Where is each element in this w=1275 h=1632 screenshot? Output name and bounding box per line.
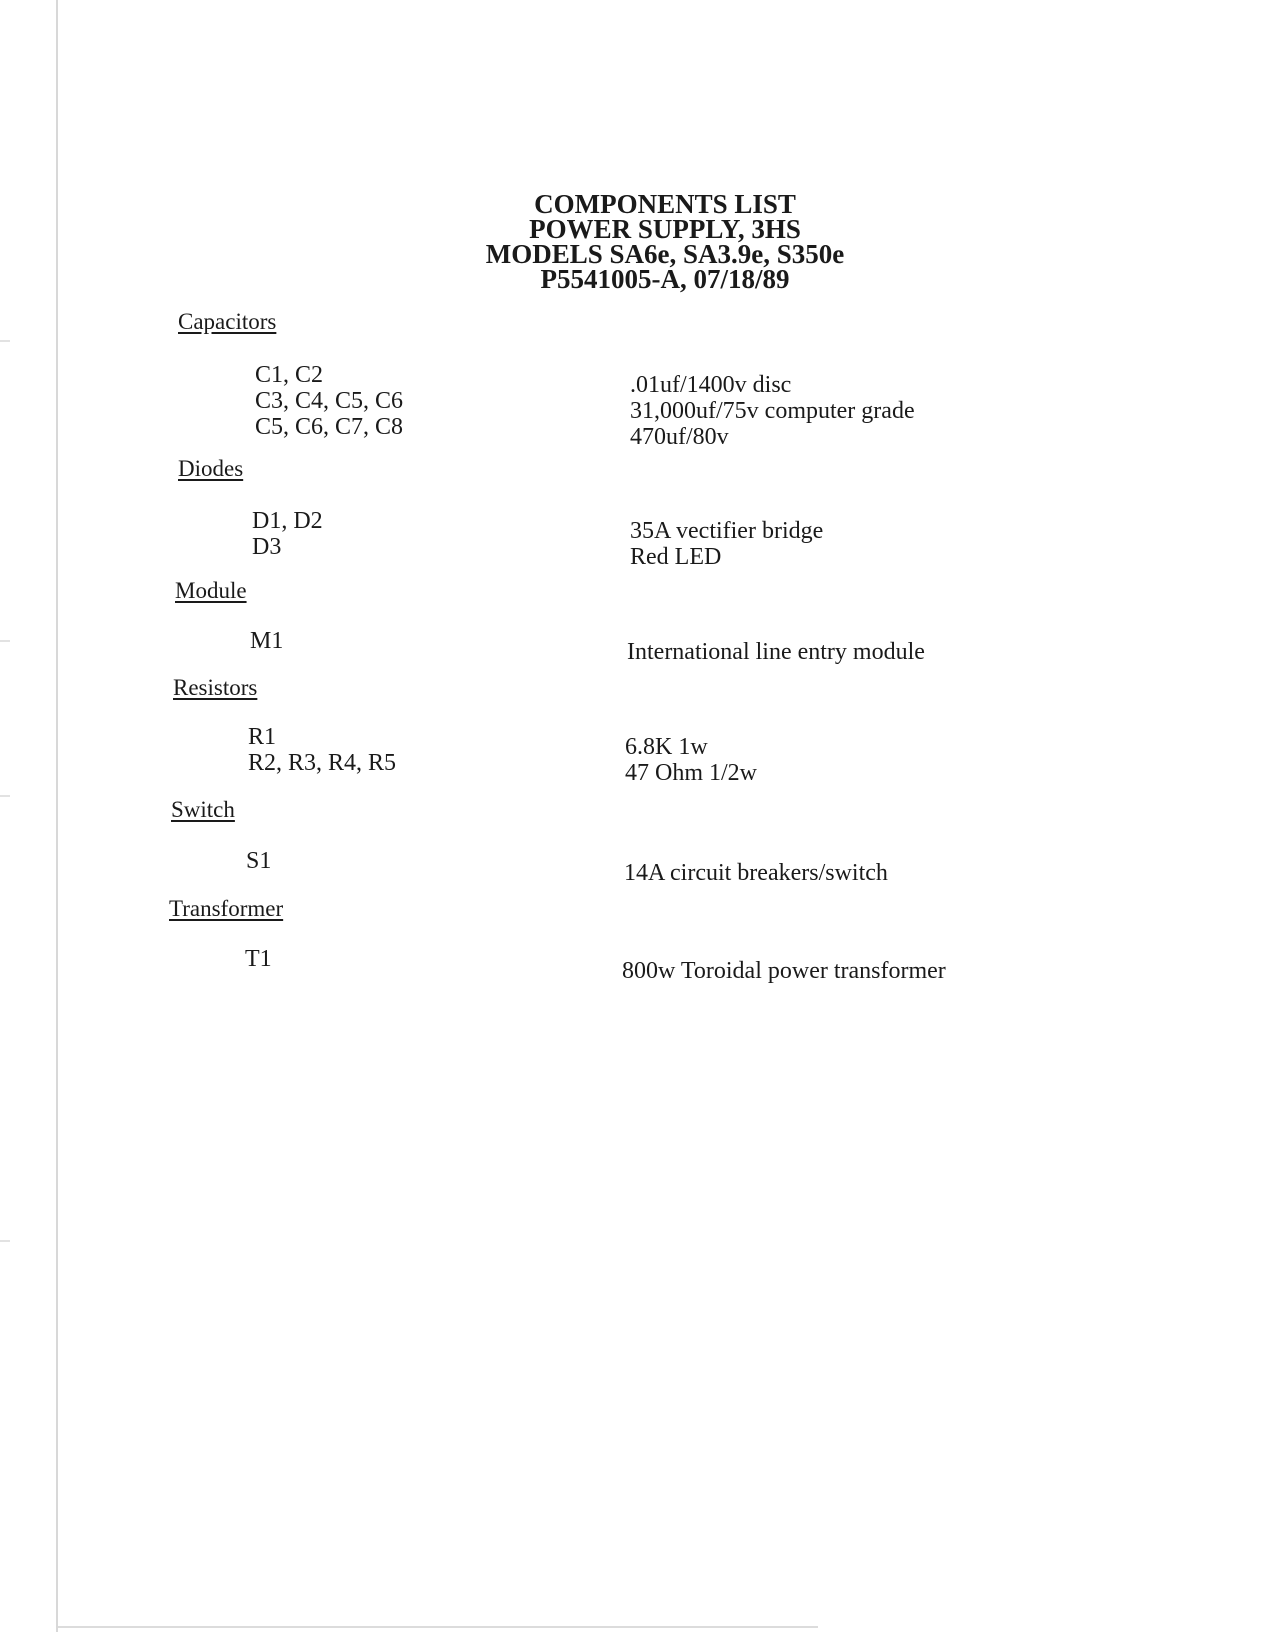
- desc-item: 31,000uf/75v computer grade: [630, 398, 915, 424]
- ref-item: R1: [248, 724, 277, 750]
- title-line-4: P5541005-A, 07/18/89: [540, 264, 790, 294]
- desc-transformer: [622, 958, 946, 984]
- ref-item: C3, C4, C5, C6: [255, 388, 404, 414]
- refs-transformer: [245, 946, 272, 972]
- ref-item: D3: [252, 534, 282, 560]
- category-resistors: Resistors: [173, 675, 258, 700]
- desc-item: 35A vectifier bridge: [630, 518, 824, 544]
- desc-item: 470uf/80v: [630, 424, 729, 450]
- desc-module: [627, 639, 925, 665]
- bottom-edge-line: [58, 1626, 818, 1628]
- desc-resistors: [625, 734, 757, 786]
- desc-capacitors: [630, 372, 915, 450]
- refs-resistors: [248, 724, 396, 776]
- desc-diodes: [630, 518, 823, 570]
- refs-capacitors: [255, 362, 403, 440]
- category-capacitors: Capacitors: [178, 309, 277, 334]
- ref-item: D1, D2: [252, 508, 323, 534]
- title-line-3: MODELS SA6e, SA3.9e, S350e: [485, 239, 845, 269]
- desc-item: 47 Ohm 1/2w: [625, 760, 757, 786]
- scan-mark: [0, 795, 10, 797]
- binding-edge: [56, 0, 58, 1632]
- refs-module: [250, 628, 283, 654]
- refs-diodes: [252, 508, 323, 560]
- category-module: Module: [175, 578, 247, 603]
- scan-mark: [0, 340, 10, 342]
- ref-item: S1: [246, 848, 272, 874]
- category-transformer: Transformer: [169, 896, 284, 921]
- desc-item: .01uf/1400v disc: [630, 372, 792, 398]
- title-line-1: COMPONENTS LIST: [534, 189, 796, 219]
- document-title: [440, 189, 890, 294]
- ref-item: R2, R3, R4, R5: [248, 750, 397, 776]
- ref-item: C1, C2: [255, 362, 324, 388]
- desc-item: 14A circuit breakers/switch: [624, 860, 888, 886]
- ref-item: T1: [245, 946, 272, 972]
- title-line-2: POWER SUPPLY, 3HS: [529, 214, 801, 244]
- desc-item: International line entry module: [627, 639, 925, 665]
- desc-switch: [624, 860, 888, 886]
- desc-item: 800w Toroidal power transformer: [622, 958, 946, 984]
- refs-switch: [246, 848, 271, 874]
- desc-item: 6.8K 1w: [625, 734, 708, 760]
- desc-item: Red LED: [630, 544, 722, 570]
- ref-item: C5, C6, C7, C8: [255, 414, 404, 440]
- category-diodes: Diodes: [178, 456, 244, 481]
- category-switch: Switch: [171, 797, 235, 822]
- scan-mark: [0, 1240, 10, 1242]
- scan-mark: [0, 640, 10, 642]
- ref-item: M1: [250, 628, 284, 654]
